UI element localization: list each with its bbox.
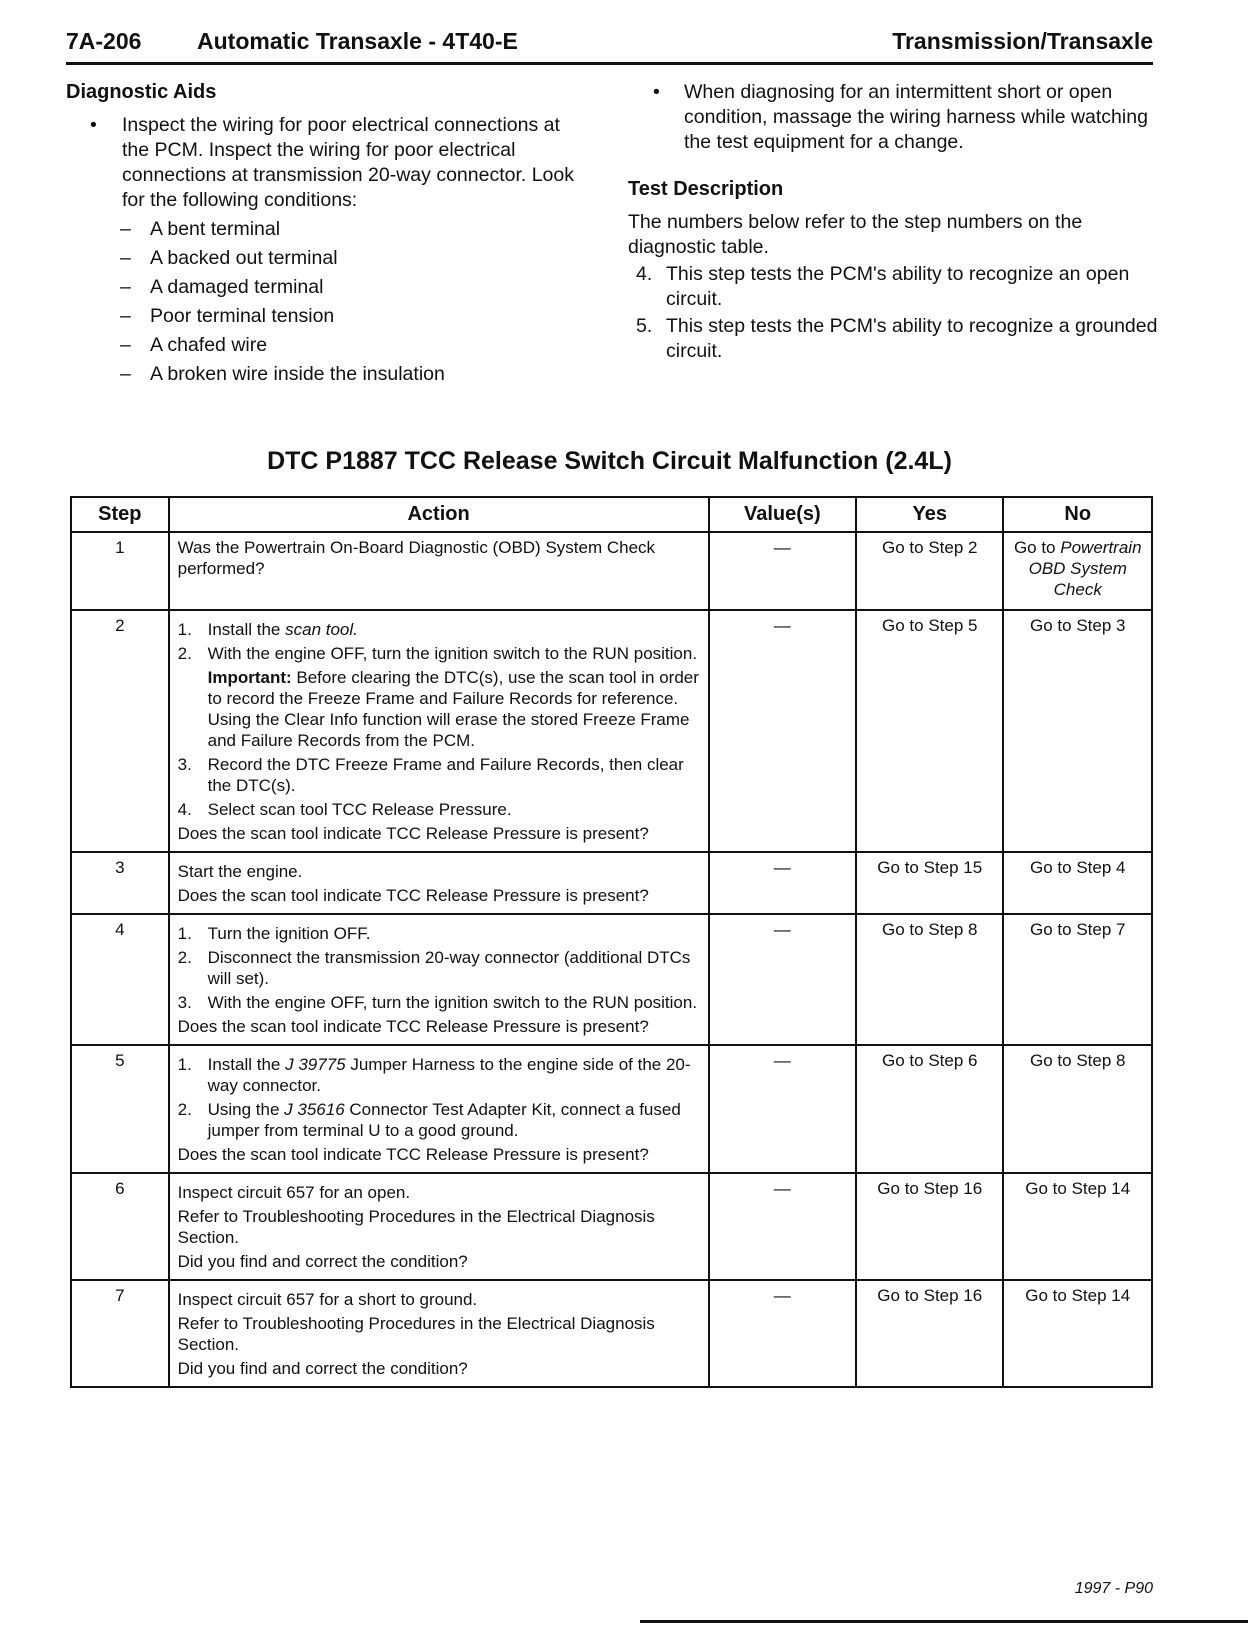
dash-mark: – xyxy=(120,305,131,327)
no-cell: Go to Step 14 xyxy=(1003,1280,1152,1387)
action-text: Select scan tool TCC Release Pressure. xyxy=(207,800,512,819)
action-cell xyxy=(169,610,709,852)
action-text: Start the engine. xyxy=(177,862,303,881)
action-text: With the engine OFF, turn the ignition switch to the RUN position. xyxy=(207,993,698,1012)
table-row xyxy=(71,610,1152,852)
step-cell: 6 xyxy=(71,1173,169,1280)
table-row xyxy=(71,914,1152,1045)
no-cell: Go to Step 7 xyxy=(1003,914,1152,1045)
no-cell xyxy=(1003,532,1152,610)
action-step xyxy=(178,947,700,989)
action-step xyxy=(178,619,700,640)
table-row xyxy=(71,1173,1152,1280)
step-cell: 2 xyxy=(71,610,169,852)
action-cell xyxy=(169,852,709,914)
action-question: Does the scan tool indicate TCC Release Pressure is present? xyxy=(177,1017,649,1036)
action-text: Connector Test Adapter Kit, connect a fused jumper from terminal U to a good ground. xyxy=(207,1100,681,1140)
table-row xyxy=(71,532,1152,610)
condition-item xyxy=(66,333,586,358)
condition-item xyxy=(66,217,586,242)
table-row xyxy=(71,1280,1152,1387)
item-text: This step tests the PCM's ability to recognize a grounded circuit. xyxy=(666,315,1158,362)
dash-mark: – xyxy=(120,247,131,269)
table-title: DTC P1887 TCC Release Switch Circuit Malfunction (2.4L) xyxy=(267,447,952,475)
yes-cell: Go to Step 16 xyxy=(856,1280,1003,1387)
tool-name: scan tool. xyxy=(285,620,358,639)
dash-mark: – xyxy=(120,218,131,240)
no-cell: Go to Step 4 xyxy=(1003,852,1152,914)
important-text: Before clearing the DTC(s), use the scan tool in order to record the Freeze Frame and Failure Records for reference. Using the Clear Info function will erase the stored Freeze Frame and Failure Records from the PCM. xyxy=(207,668,699,750)
no-cell: Go to Step 14 xyxy=(1003,1173,1152,1280)
dash-mark: – xyxy=(120,276,131,298)
action-cell xyxy=(169,532,709,610)
action-text: With the engine OFF, turn the ignition switch to the RUN position. xyxy=(207,644,698,663)
diagnostic-table xyxy=(70,496,1153,1388)
dash-mark: – xyxy=(120,363,131,385)
yes-cell: Go to Step 15 xyxy=(856,852,1003,914)
step-cell: 5 xyxy=(71,1045,169,1173)
test-description-intro: The numbers below refer to the step numbers on the diagnostic table. xyxy=(628,211,1083,258)
step-cell: 4 xyxy=(71,914,169,1045)
bullet-mark: • xyxy=(90,114,97,136)
item-text: This step tests the PCM's ability to recognize an open circuit. xyxy=(666,263,1130,310)
action-step xyxy=(178,799,700,820)
action-step xyxy=(178,754,700,796)
right-column xyxy=(628,80,1158,364)
value-cell: — xyxy=(709,610,856,852)
condition-text: A chafed wire xyxy=(150,334,268,356)
action-step xyxy=(178,992,700,1013)
test-description-heading: Test Description xyxy=(628,178,784,200)
dash-mark: – xyxy=(120,334,131,356)
action-step-number: 1. xyxy=(177,620,192,639)
col-header-no: No xyxy=(1003,497,1152,532)
table-row xyxy=(71,852,1152,914)
condition-item xyxy=(66,304,586,329)
action-text: Jumper Harness to the engine side of the 20-way connector. xyxy=(207,1055,691,1095)
col-header-action: Action xyxy=(169,497,709,532)
col-header-values: Value(s) xyxy=(709,497,856,532)
no-cell: Go to Step 8 xyxy=(1003,1045,1152,1173)
action-step xyxy=(178,643,700,664)
action-text: Install the xyxy=(207,1055,281,1074)
scan-edge-line xyxy=(640,1620,1248,1623)
document-title: Automatic Transaxle - 4T40-E xyxy=(197,28,518,54)
condition-text: A broken wire inside the insulation xyxy=(150,363,445,385)
step-cell: 7 xyxy=(71,1280,169,1387)
condition-item xyxy=(66,275,586,300)
item-number: 4. xyxy=(636,263,653,285)
action-text: Inspect circuit 657 for an open. xyxy=(177,1183,411,1202)
important-note xyxy=(178,667,700,751)
table-row xyxy=(71,1045,1152,1173)
bullet-item xyxy=(628,80,1158,155)
tool-name: J 39775 xyxy=(285,1055,346,1074)
value-cell: — xyxy=(709,1045,856,1173)
bullet-item xyxy=(66,113,586,213)
page-number: 7A-206 xyxy=(66,28,142,54)
no-prefix: Go to xyxy=(1013,538,1056,557)
action-step-number: 1. xyxy=(177,1055,192,1074)
action-text: Install the xyxy=(207,620,281,639)
yes-cell: Go to Step 2 xyxy=(856,532,1003,610)
action-cell xyxy=(169,1280,709,1387)
table-header-row xyxy=(71,497,1152,532)
important-label: Important: xyxy=(207,668,292,687)
action-step-number: 4. xyxy=(177,800,192,819)
action-step-number: 2. xyxy=(177,644,192,663)
value-cell: — xyxy=(709,1173,856,1280)
value-cell: — xyxy=(709,852,856,914)
action-step xyxy=(178,1099,700,1141)
yes-cell: Go to Step 5 xyxy=(856,610,1003,852)
item-number: 5. xyxy=(636,315,653,337)
action-cell xyxy=(169,1173,709,1280)
test-description-item xyxy=(628,314,1158,364)
diagnostic-aids-heading: Diagnostic Aids xyxy=(66,81,217,103)
yes-cell: Go to Step 8 xyxy=(856,914,1003,1045)
yes-cell: Go to Step 16 xyxy=(856,1173,1003,1280)
page-header xyxy=(66,28,1153,65)
section-title: Transmission/Transaxle xyxy=(892,28,1153,54)
bullet-text: Inspect the wiring for poor electrical connections at the PCM. Inspect the wiring for poor electrical connections at transmission 20-way connector. Look for the following conditions: xyxy=(122,114,574,211)
action-step-number: 2. xyxy=(177,948,192,967)
condition-text: A backed out terminal xyxy=(150,247,338,269)
action-question: Did you find and correct the condition? xyxy=(177,1359,468,1378)
action-step-number: 2. xyxy=(177,1100,192,1119)
no-cell: Go to Step 3 xyxy=(1003,610,1152,852)
action-step-number: 3. xyxy=(177,755,192,774)
action-question: Does the scan tool indicate TCC Release Pressure is present? xyxy=(177,886,649,905)
action-text: Refer to Troubleshooting Procedures in the Electrical Diagnosis Section. xyxy=(177,1314,655,1354)
yes-cell: Go to Step 6 xyxy=(856,1045,1003,1173)
step-cell: 1 xyxy=(71,532,169,610)
action-question: Does the scan tool indicate TCC Release Pressure is present? xyxy=(177,824,649,843)
test-description-item xyxy=(628,262,1158,312)
tool-name: J 35616 xyxy=(284,1100,345,1119)
action-text: Was the Powertrain On-Board Diagnostic (OBD) System Check performed? xyxy=(177,538,656,578)
bullet-text: When diagnosing for an intermittent short or open condition, massage the wiring harness while watching the test equipment for a change. xyxy=(684,81,1148,153)
action-text: Disconnect the transmission 20-way connector (additional DTCs will set). xyxy=(207,948,691,988)
condition-text: Poor terminal tension xyxy=(150,305,335,327)
action-cell xyxy=(169,914,709,1045)
condition-text: A damaged terminal xyxy=(150,276,324,298)
value-cell: — xyxy=(709,914,856,1045)
action-step xyxy=(178,1054,700,1096)
condition-text: A bent terminal xyxy=(150,218,281,240)
action-text: Turn the ignition OFF. xyxy=(207,924,371,943)
action-step xyxy=(178,923,700,944)
value-cell: — xyxy=(709,532,856,610)
action-cell xyxy=(169,1045,709,1173)
action-question: Did you find and correct the condition? xyxy=(177,1252,468,1271)
condition-item xyxy=(66,246,586,271)
action-text: Refer to Troubleshooting Procedures in the Electrical Diagnosis Section. xyxy=(177,1207,655,1247)
no-reference: Powertrain OBD System Check xyxy=(1028,538,1142,599)
action-step-number: 1. xyxy=(177,924,192,943)
action-text: Inspect circuit 657 for a short to ground. xyxy=(177,1290,478,1309)
value-cell: — xyxy=(709,1280,856,1387)
condition-item xyxy=(66,362,586,387)
diagnostic-aids-section xyxy=(66,80,586,391)
conditions-list xyxy=(66,217,586,387)
step-cell: 3 xyxy=(71,852,169,914)
col-header-step: Step xyxy=(71,497,169,532)
bullet-mark: • xyxy=(653,81,660,103)
page-footer: 1997 - P90 xyxy=(1074,1580,1153,1597)
action-text: Using the xyxy=(207,1100,280,1119)
col-header-yes: Yes xyxy=(856,497,1003,532)
action-text: Record the DTC Freeze Frame and Failure Records, then clear the DTC(s). xyxy=(207,755,684,795)
action-question: Does the scan tool indicate TCC Release Pressure is present? xyxy=(177,1145,649,1164)
action-step-number: 3. xyxy=(177,993,192,1012)
